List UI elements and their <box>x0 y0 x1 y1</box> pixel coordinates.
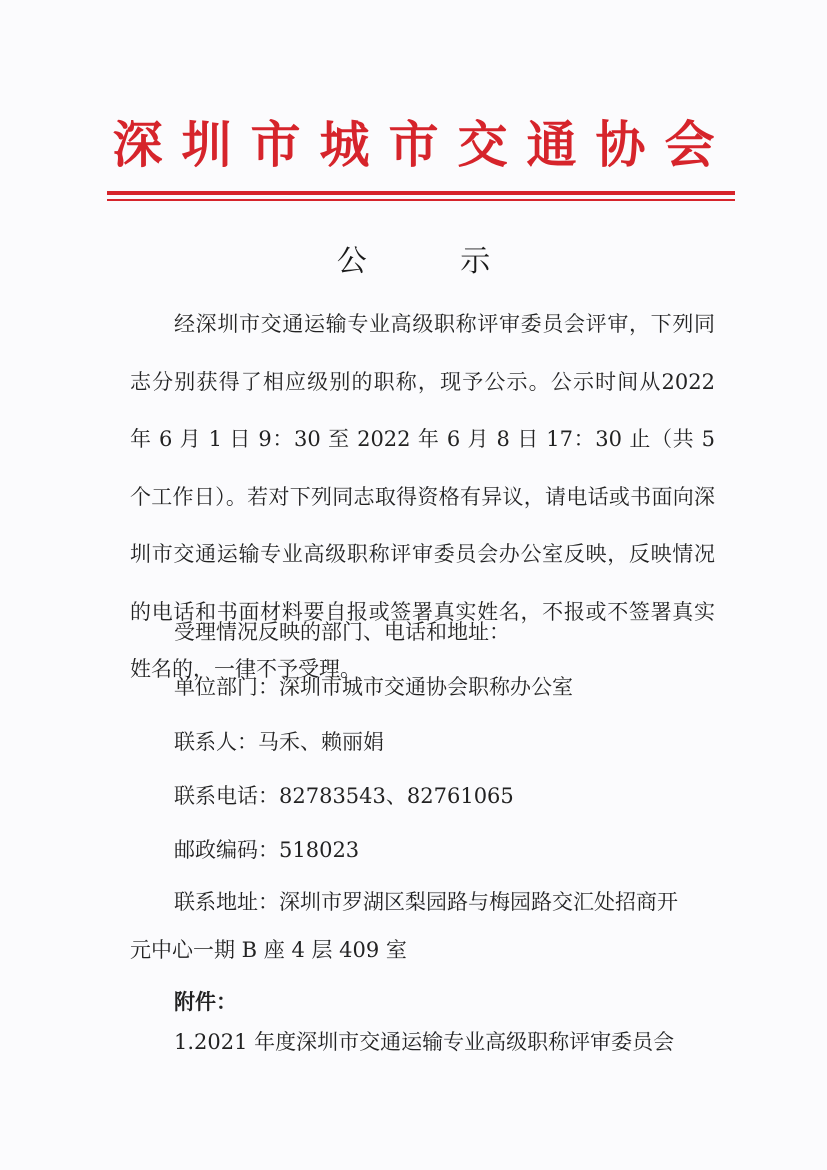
contact-address-line2: 元中心一期 B 座 4 层 409 室 <box>130 938 407 962</box>
organization-letterhead: 深圳市城市交通协会 <box>112 115 734 174</box>
notice-intro-paragraph: 经深圳市交通运输专业高级职称评审委员会评审，下列同志分别获得了相应级别的职称，现予公示。公示时间从2022 年 6 月 1 日 9：30 至 2022 年 6 月 8 日 17：30 止（共 5 个工作日）。若对下列同志取得资格有异议，请电话或书面向深圳市交通运输专业高级职称评审委员会办公室反映，反映情况的电话和书面材料要自报或签署真实姓名，不报或不签署真实姓名的，一律不予受理。 <box>130 312 715 681</box>
letterhead-rule-thin <box>107 199 735 201</box>
contact-department: 单位部门：深圳市城市交通协会职称办公室 <box>174 675 573 699</box>
contact-postcode: 邮政编码：518023 <box>174 838 360 862</box>
contact-intro: 受理情况反映的部门、电话和地址： <box>174 620 510 644</box>
attachments-label: 附件： <box>174 989 237 1014</box>
notice-heading: 公 示 <box>336 244 533 279</box>
attachment-item-1: 1.2021 年度深圳市交通运输专业高级职称评审委员会 <box>174 1030 675 1054</box>
contact-person: 联系人：马禾、赖丽娟 <box>174 730 384 754</box>
contact-address-line1: 联系地址：深圳市罗湖区梨园路与梅园路交汇处招商开 <box>174 890 678 914</box>
contact-phone: 联系电话：82783543、82761065 <box>174 784 514 808</box>
letterhead-rule-thick <box>107 191 735 195</box>
